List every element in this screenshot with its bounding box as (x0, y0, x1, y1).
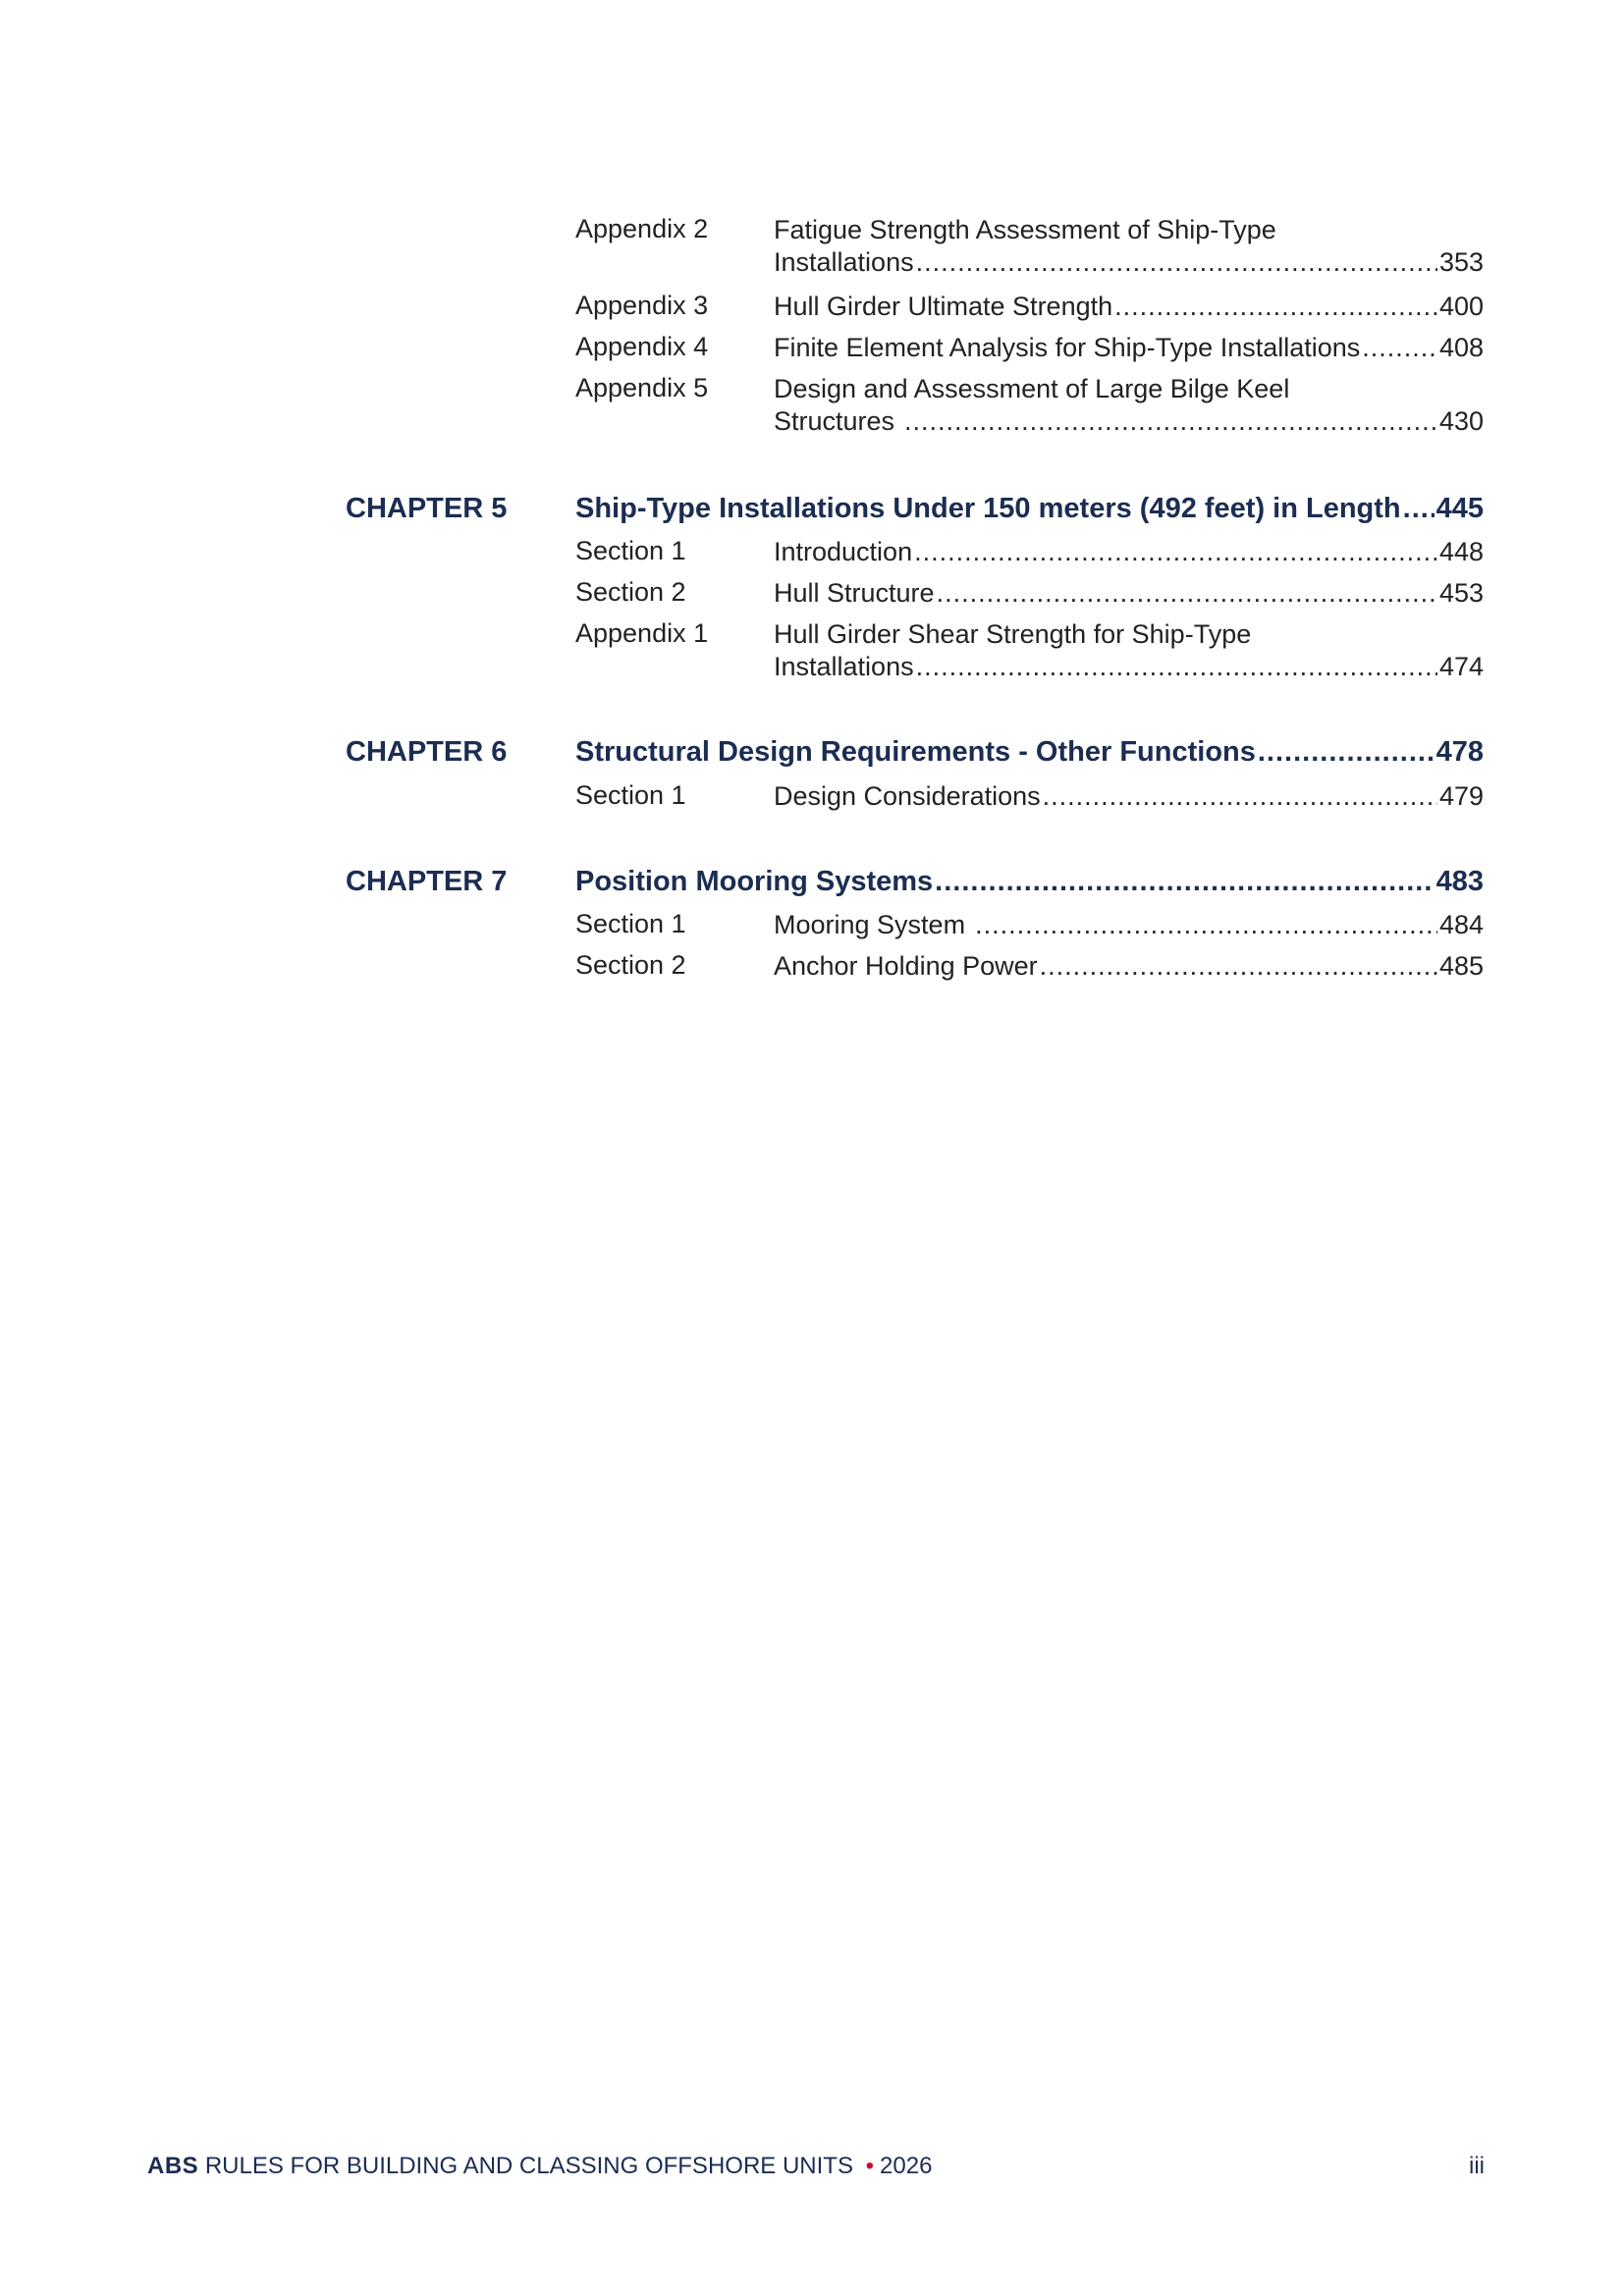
entry-label: Appendix 2 (575, 214, 709, 243)
entry-page-number: 484 (1438, 910, 1484, 939)
chapter-label: CHAPTER 7 (346, 866, 508, 897)
entry-title-line1: Introduction (774, 537, 913, 566)
leader-dots (904, 405, 1437, 438)
entry-page-number: 485 (1438, 951, 1484, 981)
chapter-title: Ship-Type Installations Under 150 meters (492 feet) in Length (575, 493, 1401, 524)
page-number: iii (1469, 2153, 1485, 2179)
entry-label: Appendix 3 (575, 291, 709, 320)
page-footer (147, 2153, 932, 2180)
entry-title-line1: Hull Girder Shear Strength for Ship-Type (774, 619, 1252, 649)
entry-title-line1: Finite Element Analysis for Ship-Type Installations (774, 333, 1361, 362)
leader-dots (1040, 950, 1437, 983)
leader-dots (914, 536, 1437, 568)
entry-page-number: 400 (1438, 292, 1484, 321)
entry-title-line2: Structures (774, 406, 895, 436)
entry-label: Section 2 (575, 577, 686, 607)
footer-brand: ABS (147, 2153, 199, 2179)
entry-title-line1: Mooring System (774, 910, 966, 939)
leader-dots (1043, 780, 1437, 813)
entry-title-line1: Hull Girder Ultimate Strength (774, 292, 1113, 321)
chapter-label: CHAPTER 6 (346, 736, 508, 768)
leader-dots (1362, 332, 1437, 364)
entry-title-line1: Design Considerations (774, 781, 1041, 811)
leader-dots (1403, 493, 1435, 525)
entry-label: Appendix 5 (575, 373, 709, 402)
entry-label: Section 2 (575, 950, 686, 980)
chapter-page-number: 445 (1435, 493, 1484, 524)
entry-title-line2: Installations (774, 247, 914, 277)
leader-dots (937, 577, 1437, 610)
chapter-page-number: 478 (1435, 736, 1484, 768)
entry-title-line2: Installations (774, 652, 914, 681)
entry-label: Section 1 (575, 909, 686, 938)
footer-title: RULES FOR BUILDING AND CLASSING OFFSHORE UNITS (204, 2153, 853, 2179)
entry-title-line1: Hull Structure (774, 578, 935, 608)
footer-year: 2026 (880, 2153, 933, 2179)
chapter-title-row[interactable] (575, 866, 1484, 898)
entry-label: Section 1 (575, 780, 686, 810)
entry-title-line1: Anchor Holding Power (774, 951, 1038, 981)
entry-page-number: 408 (1438, 333, 1484, 362)
entry-title-line1: Fatigue Strength Assessment of Ship-Type (774, 215, 1276, 244)
chapter-page-number: 483 (1435, 866, 1484, 897)
entry-page-number: 353 (1438, 247, 1484, 277)
chapter-title-row[interactable] (575, 493, 1484, 525)
entry-page-number: 479 (1438, 781, 1484, 811)
chapter-title-row[interactable] (575, 736, 1484, 769)
chapter-title: Structural Design Requirements - Other Functions (575, 736, 1256, 768)
entry-page-number: 430 (1438, 406, 1484, 436)
chapter-title: Position Mooring Systems (575, 866, 934, 897)
leader-dots (916, 651, 1437, 683)
leader-dots (1258, 736, 1435, 769)
entry-page-number: 474 (1438, 652, 1484, 681)
leader-dots (975, 909, 1437, 941)
leader-dots (935, 866, 1434, 898)
entry-label: Section 1 (575, 536, 686, 565)
chapter-label: CHAPTER 5 (346, 493, 508, 524)
leader-dots (916, 246, 1437, 279)
leader-dots (1114, 291, 1437, 323)
entry-label: Appendix 1 (575, 618, 709, 648)
entry-page-number: 448 (1438, 537, 1484, 566)
entry-title-line1: Design and Assessment of Large Bilge Keel (774, 374, 1290, 403)
footer-bullet: • (865, 2153, 875, 2179)
entry-page-number: 453 (1438, 578, 1484, 608)
entry-label: Appendix 4 (575, 332, 709, 361)
